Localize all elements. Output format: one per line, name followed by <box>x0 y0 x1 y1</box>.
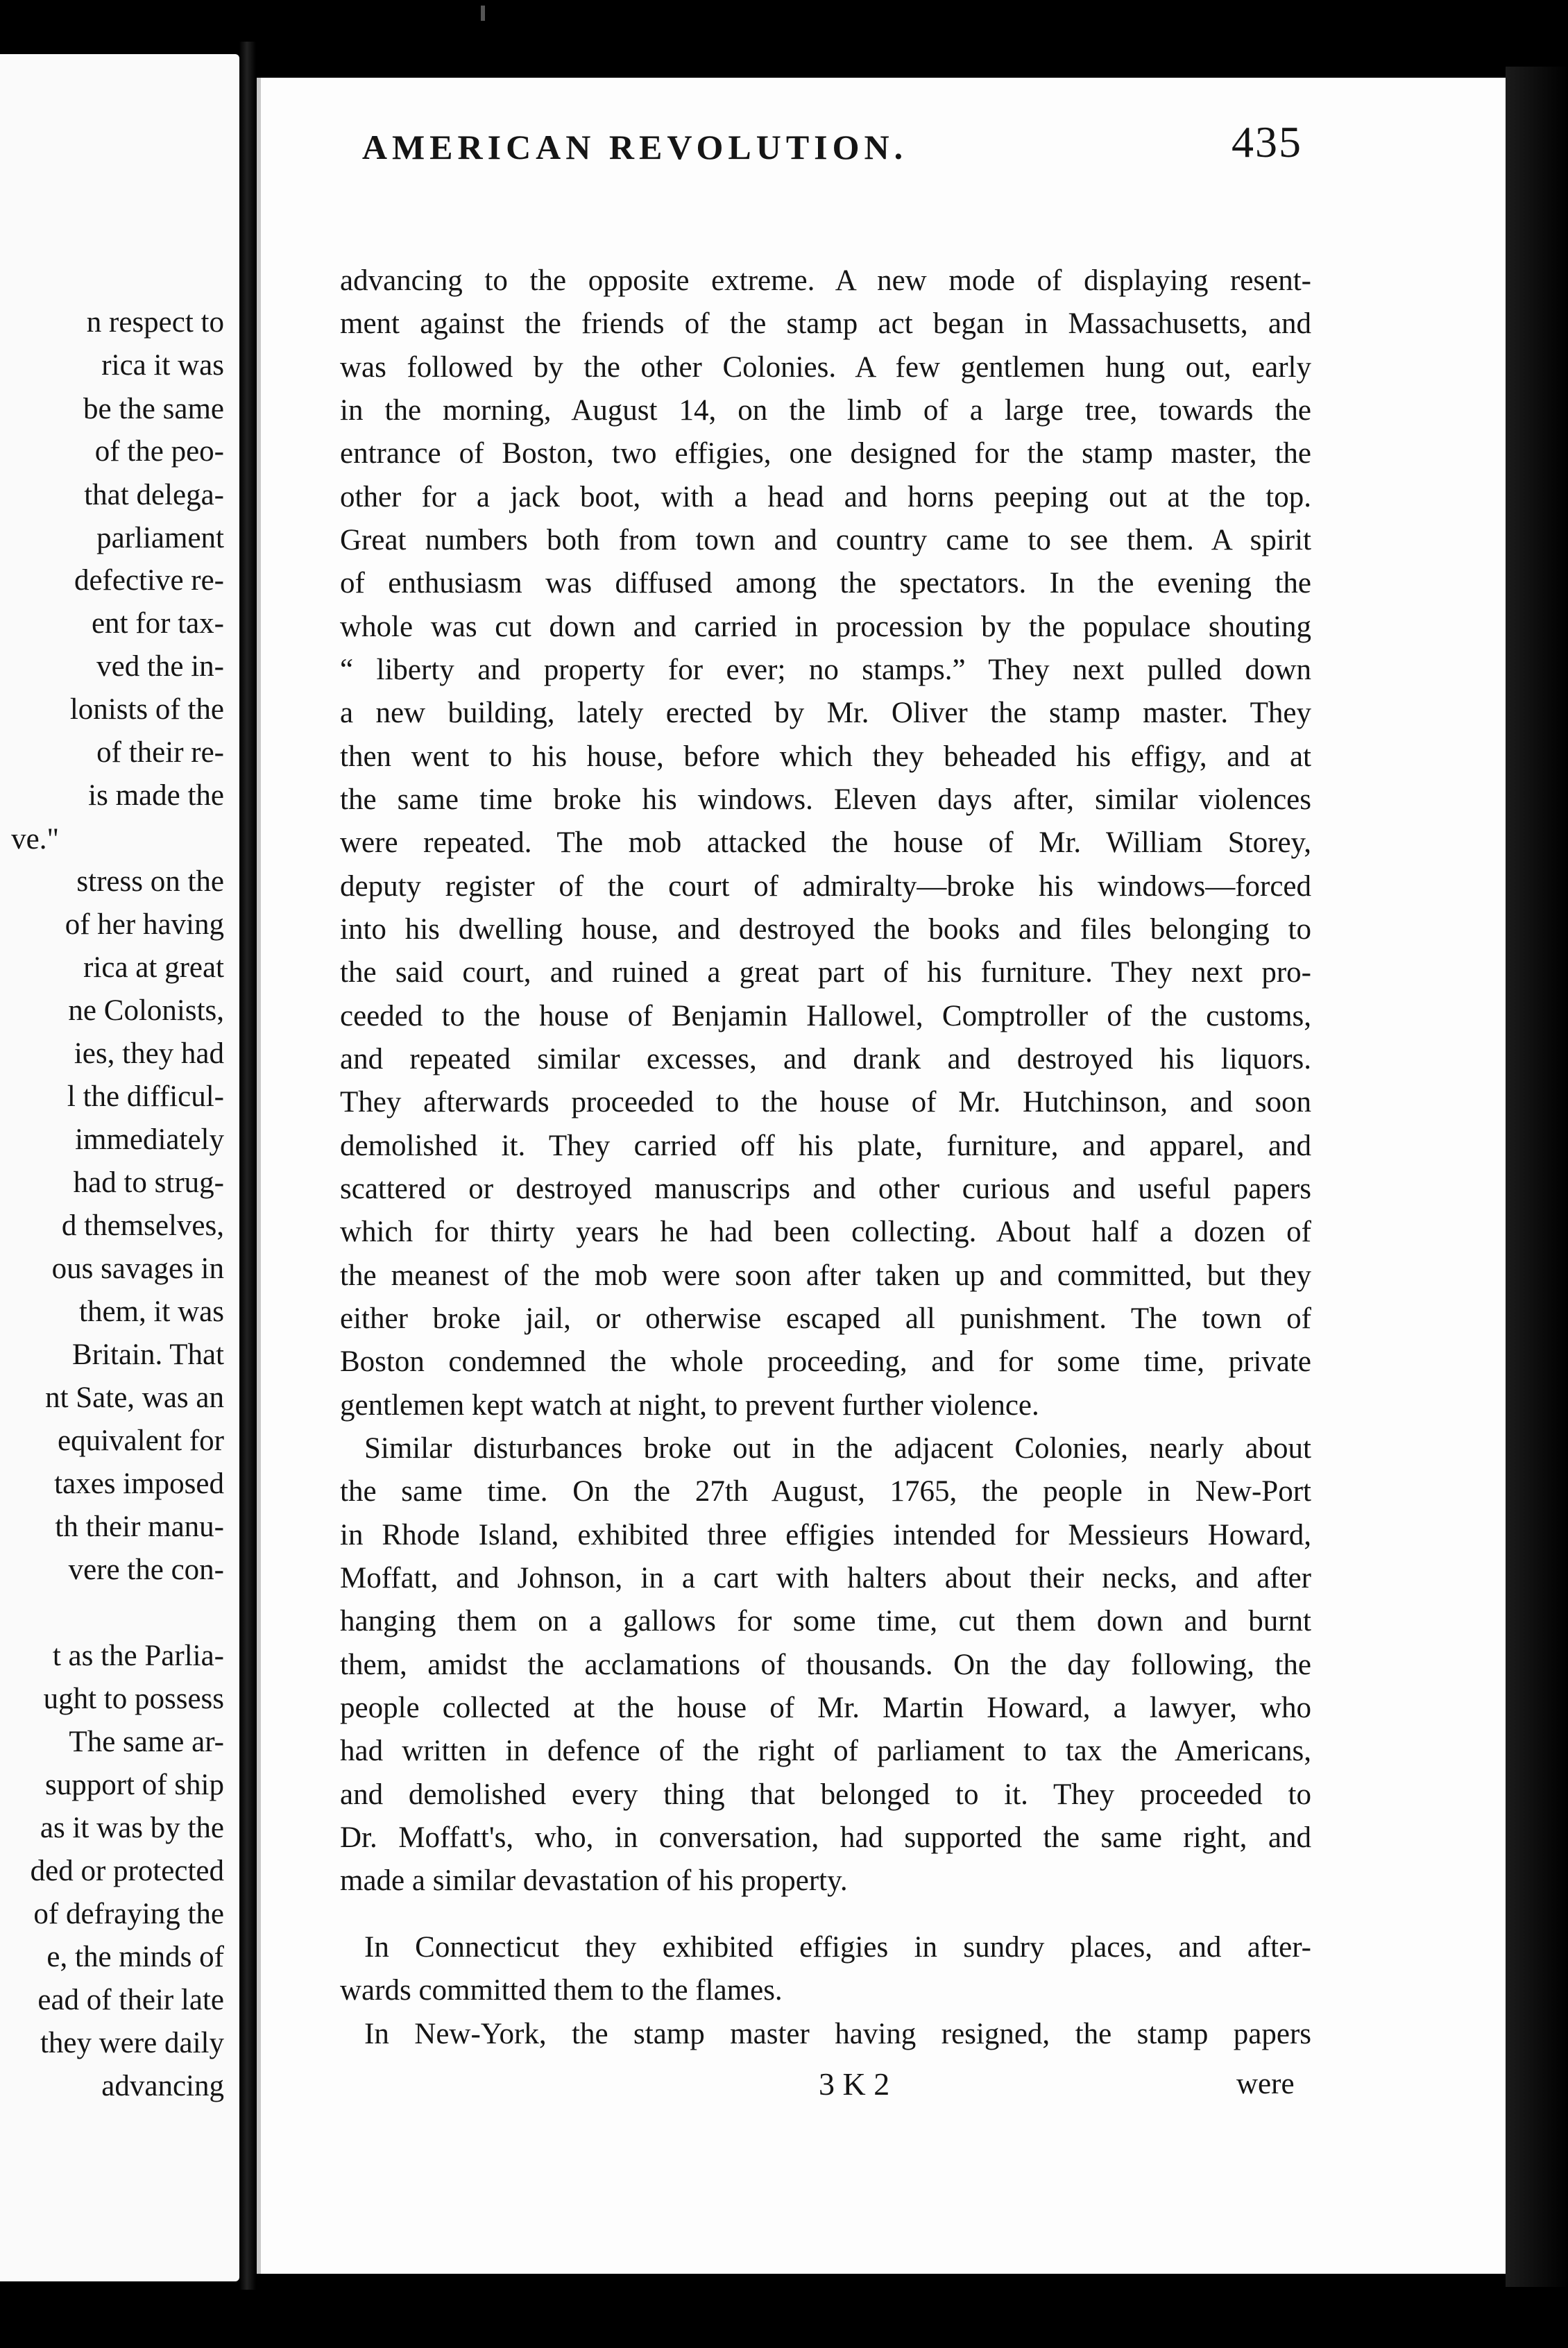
page-edge-shadow <box>1506 67 1568 2287</box>
left-page-line: is made the <box>88 779 224 812</box>
text-line: entrance of Boston, two effigies, one designed for the stamp master, the <box>340 437 1311 470</box>
left-page-line: ded or protected <box>30 1855 224 1887</box>
text-line: whole was cut down and carried in procession by the populace shouting <box>340 611 1311 643</box>
scan-mark <box>481 6 485 21</box>
book-gutter <box>239 42 256 2290</box>
left-page-line: n respect to <box>86 306 224 339</box>
left-page-line: advancing <box>101 2070 224 2102</box>
catchword: were <box>1236 2068 1295 2100</box>
text-line: They afterwards proceeded to the house of Mr. Hutchinson, and soon <box>340 1086 1311 1118</box>
text-line: a new building, lately erected by Mr. Oliver the stamp master. They <box>340 697 1311 729</box>
text-line: and repeated similar excesses, and drank and destroyed his liquors. <box>340 1043 1311 1075</box>
left-page-line: stress on the <box>76 865 224 898</box>
text-line: the same time. On the 27th August, 1765, the people in New-Port <box>340 1475 1311 1508</box>
text-line: ment against the friends of the stamp act began in Massachusetts, and <box>340 307 1311 340</box>
left-page-line: e, the minds of <box>46 1941 224 1973</box>
left-page-line: ne Colonists, <box>68 994 224 1027</box>
text-line: which for thirty years he had been collecting. About half a dozen of <box>340 1216 1311 1248</box>
text-line: made a similar devastation of his property. <box>340 1864 848 1897</box>
text-line: them, amidst the acclamations of thousands. On the day following, the <box>340 1649 1311 1681</box>
left-page-line: they were daily <box>40 2027 224 2059</box>
text-line: Boston condemned the whole proceeding, and for some time, private <box>340 1345 1311 1378</box>
text-line: In New-York, the stamp master having resigned, the stamp papers <box>364 2018 1311 2050</box>
left-page-line: The same ar- <box>69 1726 224 1758</box>
left-page-line: of her having <box>65 908 224 941</box>
left-page-line: rica it was <box>101 349 224 382</box>
text-line: had written in defence of the right of parliament to tax the Americans, <box>340 1735 1311 1767</box>
text-line: gentlemen kept watch at night, to prevent further violence. <box>340 1389 1039 1422</box>
left-page-line: ead of their late <box>37 1984 224 2016</box>
text-line: other for a jack boot, with a head and horns peeping out at the top. <box>340 481 1311 513</box>
left-page-line: vere the con- <box>68 1554 224 1586</box>
left-page-line: had to strug- <box>73 1166 224 1199</box>
signature-mark: 3 K 2 <box>819 2066 890 2102</box>
text-line: ceeded to the house of Benjamin Hallowel, Comptroller of the customs, <box>340 1000 1311 1032</box>
left-page-line: taxes imposed <box>54 1468 224 1500</box>
left-page-line: as it was by the <box>40 1812 224 1844</box>
text-line: the said court, and ruined a great part of his furniture. They next pro- <box>340 956 1311 989</box>
left-page-line: lonists of the <box>69 693 224 726</box>
text-line: Moffatt, and Johnson, in a cart with halters about their necks, and after <box>340 1562 1311 1594</box>
text-line: and demolished every thing that belonged to it. They proceeded to <box>340 1778 1311 1811</box>
left-page-line: rica at great <box>83 951 224 984</box>
text-line: people collected at the house of Mr. Martin Howard, a lawyer, who <box>340 1692 1311 1724</box>
left-page-line: parliament <box>96 522 224 554</box>
left-page-line: t as the Parlia- <box>52 1640 224 1672</box>
text-line: in Rhode Island, exhibited three effigies intended for Messieurs Howard, <box>340 1519 1311 1551</box>
text-line: deputy register of the court of admiralty—broke his windows—forced <box>340 870 1311 903</box>
left-page-line: th their manu- <box>55 1511 224 1543</box>
text-line: were repeated. The mob attacked the house of Mr. William Storey, <box>340 826 1311 859</box>
left-page-line: ous savages in <box>51 1252 224 1285</box>
left-page-line: that delega- <box>84 479 224 511</box>
left-page-line: of the peo- <box>94 435 224 468</box>
text-line: was followed by the other Colonies. A few gentlemen hung out, early <box>340 351 1311 384</box>
left-page-line: Britain. That <box>72 1338 224 1371</box>
text-line: In Connecticut they exhibited effigies in sundry places, and after- <box>364 1931 1311 1964</box>
text-line: of enthusiasm was diffused among the spectators. In the evening the <box>340 567 1311 599</box>
text-line: wards committed them to the flames. <box>340 1974 783 2007</box>
text-line: “ liberty and property for ever; no stamps.” They next pulled down <box>340 654 1311 686</box>
left-page-line: ies, they had <box>74 1037 224 1070</box>
left-page-line: ved the in- <box>96 650 224 683</box>
text-line: then went to his house, before which they beheaded his effigy, and at <box>340 740 1311 773</box>
text-line: Great numbers both from town and country came to see them. A spirit <box>340 524 1311 556</box>
text-line: scattered or destroyed manuscrips and other curious and useful papers <box>340 1173 1311 1205</box>
left-page-line: of their re- <box>96 736 224 769</box>
left-page-line: d themselves, <box>61 1209 224 1242</box>
text-line: either broke jail, or otherwise escaped all punishment. The town of <box>340 1302 1311 1335</box>
left-page-line: be the same <box>83 393 224 425</box>
left-page-line: support of ship <box>45 1769 224 1801</box>
left-facing-page <box>0 54 239 2281</box>
text-line: into his dwelling house, and destroyed the books and files belonging to <box>340 913 1311 946</box>
left-page-line: nt Sate, was an <box>45 1381 224 1414</box>
left-page-line: immediately <box>75 1123 224 1156</box>
text-line: the same time broke his windows. Eleven days after, similar violences <box>340 783 1311 816</box>
page-number: 435 <box>1232 117 1302 167</box>
text-line: advancing to the opposite extreme. A new mode of displaying resent- <box>340 264 1311 297</box>
left-page-line: l the difficul- <box>67 1080 224 1113</box>
left-page-line: defective re- <box>74 564 224 597</box>
text-line: hanging them on a gallows for some time, cut them down and burnt <box>340 1605 1311 1637</box>
left-page-line: ent for tax- <box>91 607 224 640</box>
text-line: Similar disturbances broke out in the adjacent Colonies, nearly about <box>364 1432 1311 1465</box>
text-line: in the morning, August 14, on the limb of a large tree, towards the <box>340 394 1311 427</box>
text-line: the meanest of the mob were soon after taken up and committed, but they <box>340 1259 1311 1292</box>
left-page-line: equivalent for <box>58 1424 224 1457</box>
running-title: AMERICAN REVOLUTION. <box>361 128 908 167</box>
left-page-line: them, it was <box>79 1295 224 1328</box>
left-page-line: of defraying the <box>33 1898 224 1930</box>
left-page-line: ve." <box>11 823 59 856</box>
text-line: demolished it. They carried off his plate, furniture, and apparel, and <box>340 1130 1311 1162</box>
text-line: Dr. Moffatt's, who, in conversation, had supported the same right, and <box>340 1821 1311 1854</box>
left-page-line: ught to possess <box>43 1683 224 1715</box>
